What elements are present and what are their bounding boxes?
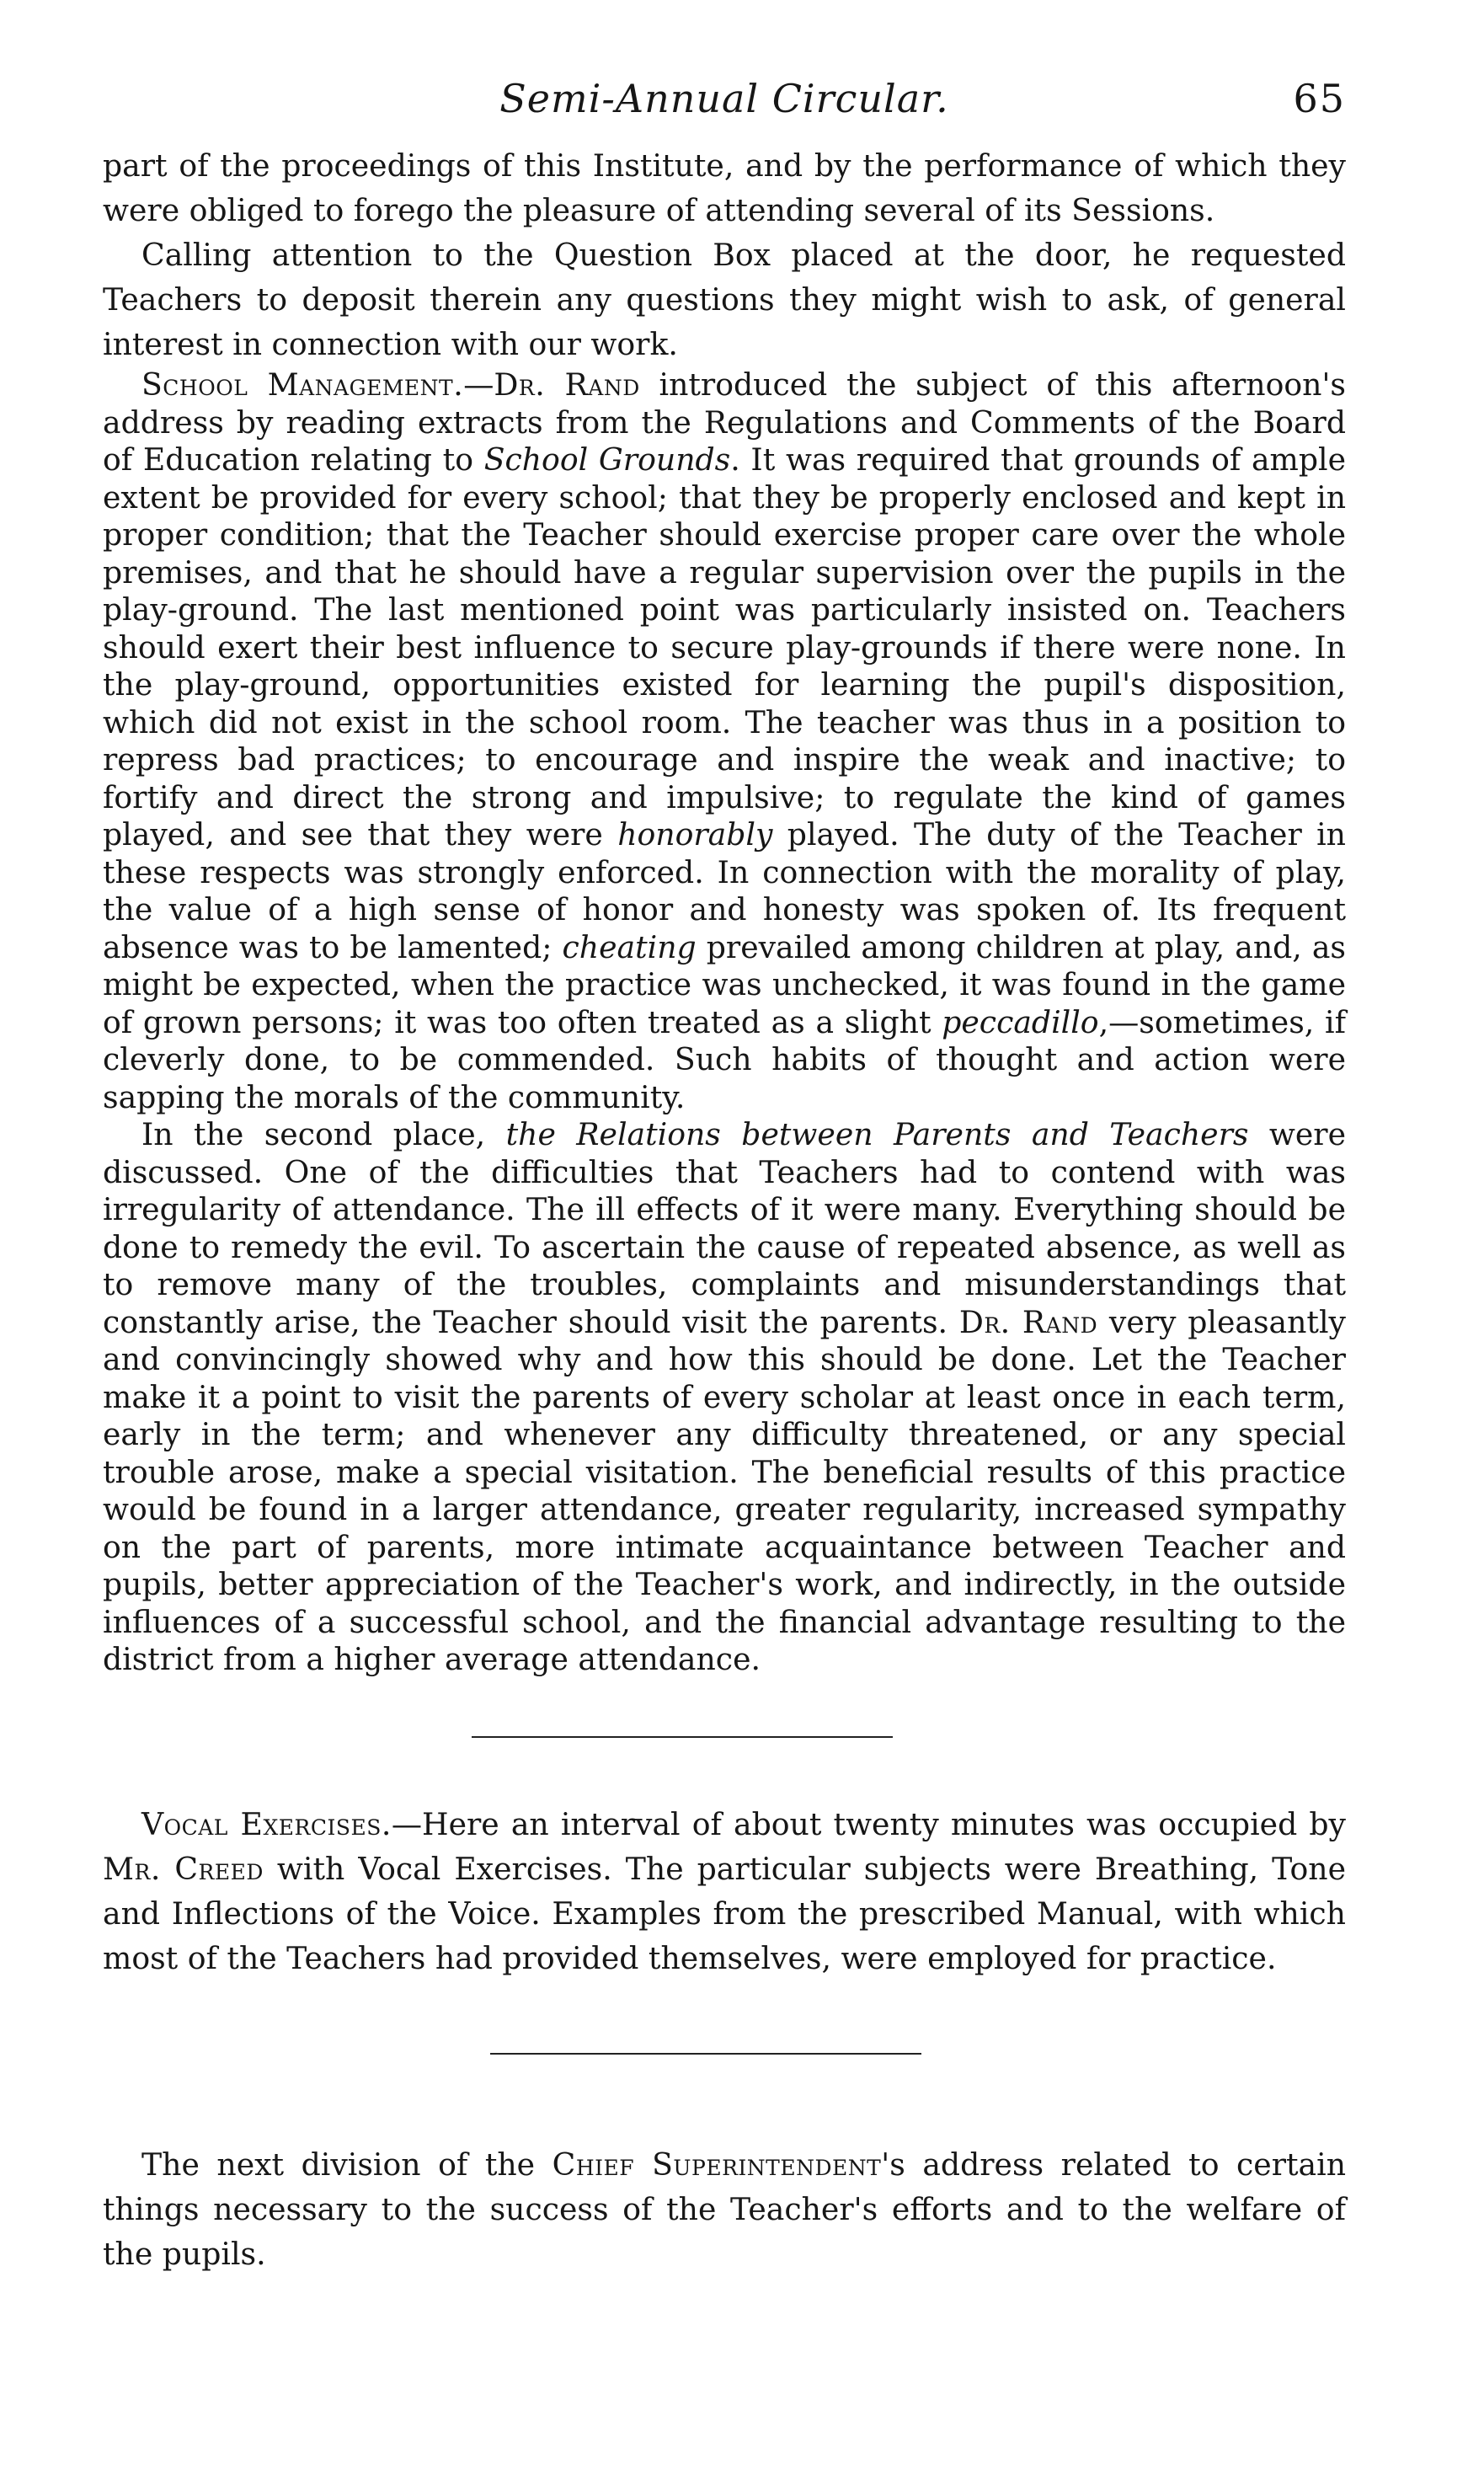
text-segment: The next division of the bbox=[141, 2146, 552, 2183]
text-segment: very pleasantly and convincingly showed why and how this should be done. Let the Teacher make it a point to visit the parents of every scholar at least once in each term, early in the term; and whenever any difficulty threatened, or any special trouble arose, make a special visitation. The beneficial results of this practice would be found in a larger attendance, greater regularity, increased sympathy on the part of parents, more intimate acquaintance between Teacher and pupils, better appreciation of the Teacher's work, and indirectly, in the outside influences of a successful school, and the financial advantage resulting to the district from a higher average attendance. bbox=[103, 1303, 1346, 1677]
text-segment: prevailed among children at play, and, as might be expected, when the practice was unchecked, it was found in the game of grown persons; it was too often treated as a slight bbox=[103, 928, 1346, 1040]
running-head bbox=[103, 76, 1346, 143]
document-page bbox=[103, 76, 1346, 2276]
text-segment: played. The duty of the Teacher in these respects was strongly enforced. In connection with the morality of play, the value of a high sense of honor and honesty was spoken of. Its frequent absence was to be lamented; bbox=[103, 816, 1346, 965]
running-title: Semi-Annual Circular. bbox=[499, 76, 949, 121]
text-segment: 's address related to certain things necessary to the success of the Teacher's efforts and to the welfare of the pupils. bbox=[103, 2146, 1346, 2272]
paragraph-2: Calling attention to the Question Box placed at the door, he requested Teachers to deposit therein any questions they might wish to ask, of general interest in connection with our work. bbox=[103, 237, 1346, 362]
text-segment: introduced the subject of this afternoon's address by reading extracts from the Regulations and Comments of the Board of Education relating to bbox=[103, 366, 1346, 478]
text-segment: . It was required that grounds of ample extent be provided for every school; that they be properly enclosed and kept in proper condition; that the Teacher should exercise proper care over the whole premises, and that he should have a regular supervision over the pupils in the play-ground. The last mentioned point was particularly insisted on. Teachers should exert their best influence to secure play-grounds if there were none. In the play-ground, opportunities existed for learning the pupil's disposition, which did not exist in the school room. The teacher was thus in a position to repress bad practices; to encourage and inspire the weak and inactive; to fortify and direct the strong and impulsive; to regulate the kind of games played, and see that they were bbox=[103, 441, 1346, 852]
speaker-name: Mr. Creed bbox=[103, 1850, 264, 1887]
speaker-name: Dr. Rand bbox=[494, 366, 640, 403]
heading-dash: — bbox=[391, 1805, 423, 1842]
italic-phrase: cheating bbox=[562, 928, 697, 965]
text-segment: with Vocal Exercises. The particular subjects were Breathing, Tone and Inflections of the Voice. Examples from the prescribed Manual, with which most of the Teachers had provided themselves, were employed for practice. bbox=[103, 1850, 1347, 1976]
page-number: 65 bbox=[1293, 76, 1346, 121]
paragraph-1: part of the proceedings of this Institute, and by the performance of which they were obliged to forego the pleasure of attending several of its Sessions. bbox=[103, 147, 1346, 228]
text-segment: ,—sometimes, if cleverly done, to be commended. Such habits of thought and action were sapping the morals of the community. bbox=[103, 1003, 1346, 1115]
italic-phrase: honorably bbox=[617, 816, 773, 852]
small-caps-title: Chief Superintendent bbox=[552, 2146, 882, 2183]
text-segment: In the second place, bbox=[141, 1116, 506, 1152]
heading-dash: — bbox=[463, 366, 494, 403]
section-heading: Vocal Exercises. bbox=[141, 1805, 392, 1842]
paragraph-next-division bbox=[103, 2142, 1346, 2276]
section-heading: School Management. bbox=[141, 366, 464, 403]
speaker-name: Dr. Rand bbox=[958, 1303, 1098, 1340]
italic-phrase: peccadillo bbox=[942, 1003, 1099, 1040]
text-segment: Here an interval of about twenty minutes was occupied by bbox=[422, 1805, 1346, 1842]
paragraph-relations bbox=[103, 1116, 1346, 1679]
text-segment: were discussed. One of the difficulties that Teachers had to contend with was irregularity of attendance. The ill effects of it were many. Everything should be done to remedy the evil. To ascertain the cause of repeated absence, as well as to remove many of the troubles, complaints and misunderstandings that constantly arise, the Teacher should visit the parents. bbox=[103, 1116, 1347, 1340]
italic-phrase: School Grounds bbox=[483, 441, 731, 478]
paragraph-vocal-exercises bbox=[103, 1802, 1346, 1980]
paragraph-school-management bbox=[103, 366, 1346, 1116]
italic-phrase: the Relations between Parents and Teachers bbox=[505, 1116, 1249, 1152]
